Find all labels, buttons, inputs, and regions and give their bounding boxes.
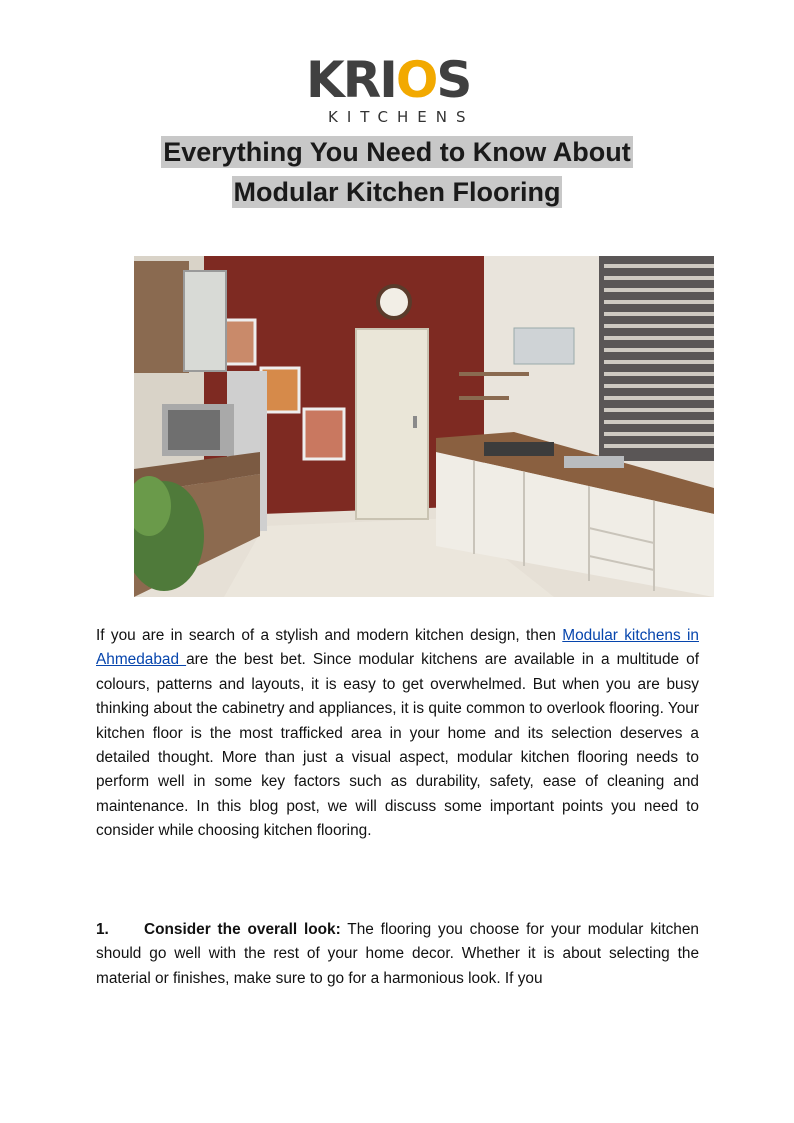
krios-kitchens-logo: [300, 51, 500, 126]
intro-text-end: are the best bet. Since modular kitchens are available in a multitude of colours, patterns and layouts, it is easy to get overwhelmed. But when you are busy thinking about the cabinetry and appliances, it is quite common to overlook flooring. Your kitchen floor is the most trafficked area in your home and its selection deserves a detailed thought. More than just a visual aspect, modular kitchen flooring needs to perform well in some key factors such as durability, safety, ease of cleaning and maintenance. In this blog post, we will discuss some important points you need to consider while choosing kitchen flooring.: [96, 651, 699, 840]
page-title: [0, 132, 794, 212]
logo-wordmark: [306, 51, 471, 109]
point-1-text: The flooring you choose for your modular kitchen should go well with the rest of your home decor. Whether it is about selecting the material or finishes, make sure to go for a harmonious look. If you: [96, 921, 699, 987]
point-1-heading: Consider the overall look:: [144, 921, 341, 938]
title-line-2: Modular Kitchen Flooring: [233, 177, 561, 207]
kitchen-image: [134, 256, 714, 597]
intro-paragraph: [96, 624, 699, 844]
logo-letter-o: O: [395, 51, 437, 109]
logo-subtitle: KITCHENS: [328, 108, 475, 126]
title-line-1: Everything You Need to Know About: [163, 137, 631, 167]
intro-text-start: If you are in search of a stylish and modern kitchen design, then: [96, 627, 563, 644]
logo-letter-s: S: [436, 51, 471, 109]
point-1-number: 1.: [96, 921, 109, 938]
modular-kitchens-ahmedabad-link[interactable]: Modular kitchens in Ahmedabad: [96, 627, 699, 669]
logo-letters-kri: KRI: [306, 51, 396, 109]
point-1-paragraph: [96, 918, 699, 991]
